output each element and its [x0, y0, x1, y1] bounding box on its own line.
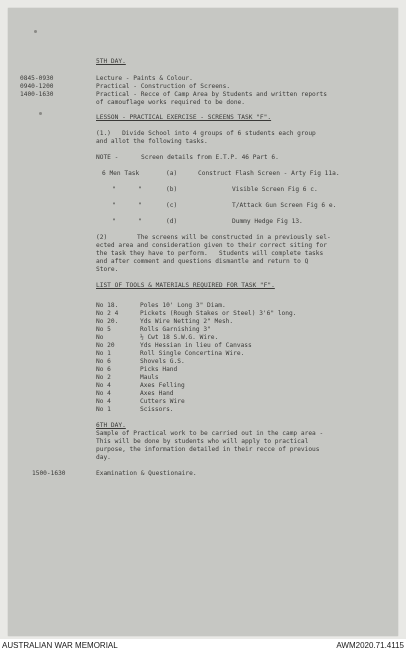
tool-item: Rolls Garnishing 3" [140, 326, 211, 333]
paragraph-line: day. [96, 454, 111, 461]
task-col2: (a) [166, 170, 178, 177]
paragraph-line: (1.) Divide School into 4 groups of 6 students each group [96, 130, 316, 137]
schedule-entry: of camouflage works required to be done. [96, 99, 246, 106]
tool-item: Axes Hand [140, 390, 174, 397]
paragraph-line: (2) The screens will be constructed in a previously sel- [96, 234, 331, 241]
tool-qty: No [96, 334, 104, 341]
tool-qty: No 6 [96, 366, 111, 373]
task-col1: " " [112, 186, 142, 193]
paragraph-line: ected area and consideration given to their correct siting for [96, 242, 327, 249]
pin-hole [34, 30, 37, 33]
task-col3: T/Attack Gun Screen Fig 6 e. [232, 202, 337, 209]
tool-qty: No 1 [96, 350, 111, 357]
day6-heading: 6TH DAY. [96, 422, 126, 429]
paragraph-line: Store. [96, 266, 119, 273]
exam-text: Examination & Questionaire. [96, 470, 197, 477]
task-col1: " " [112, 202, 142, 209]
exam-time: 1500-1630 [32, 470, 66, 477]
task-col3: Visible Screen Fig 6 c. [232, 186, 318, 193]
schedule-entry: Practical - Construction of Screens. [96, 83, 231, 90]
paragraph-line: purpose, the information detailed in their recce of previous [96, 446, 320, 453]
note-text: Screen details from E.T.P. 46 Part 6. [141, 154, 279, 161]
tool-item: Yds Hessian in lieu of Canvass [140, 342, 252, 349]
task-col1: " " [112, 218, 142, 225]
tool-qty: No 20. [96, 318, 119, 325]
tool-qty: No 2 4 [96, 310, 119, 317]
schedule-time: 0940-1200 [20, 83, 54, 90]
paragraph-line: Sample of Practical work to be carried out in the camp area - [96, 430, 324, 437]
task-col2: (c) [166, 202, 178, 209]
note-label: NOTE - [96, 154, 119, 161]
tools-heading: LIST OF TOOLS & MATERIALS REQUIRED FOR TASK "F". [96, 282, 275, 289]
paragraph-line: the task they have to perform. Students will complete tasks [96, 250, 324, 257]
tool-qty: No 4 [96, 390, 111, 397]
paragraph-line: This will be done by students who will apply to practical [96, 438, 309, 445]
tool-item: Scissors. [140, 406, 174, 413]
task-col2: (d) [166, 218, 178, 225]
tool-item: Picks Hand [140, 366, 178, 373]
pin-hole [39, 112, 42, 115]
tool-item: ½ Cwt 18 S.W.G. Wire. [140, 334, 219, 341]
tool-qty: No 4 [96, 398, 111, 405]
tool-qty: No 6 [96, 358, 111, 365]
tool-qty: No 5 [96, 326, 111, 333]
task-col3: Dummy Hedge Fig 13. [232, 218, 303, 225]
tool-qty: No 18. [96, 302, 119, 309]
task-col3: Construct Flash Screen - Arty Fig 11a. [198, 170, 340, 177]
tool-item: Mauls [140, 374, 159, 381]
tool-item: Yds Wire Netting 2" Mesh. [140, 318, 234, 325]
tool-item: Pickets (Rough Stakes or Steel) 3'6" long. [140, 310, 297, 317]
paragraph-line: and allot the following tasks. [96, 138, 208, 145]
day5-heading: 5TH DAY. [96, 58, 126, 65]
footer-source: AUSTRALIAN WAR MEMORIAL [2, 641, 118, 650]
schedule-time: 0845-0930 [20, 75, 54, 82]
tool-item: Axes Felling [140, 382, 185, 389]
tool-qty: No 2 [96, 374, 111, 381]
tool-qty: No 20 [96, 342, 115, 349]
tool-item: Cutters Wire [140, 398, 185, 405]
paragraph-line: and after comment and questions dismantle and return to Q [96, 258, 309, 265]
document-page [8, 8, 398, 636]
footer-accession-number: AWM2020.71.4115 [336, 641, 404, 650]
legend-heading: LESSON - PRACTICAL EXERCISE - SCREENS TASK "F". [96, 114, 272, 121]
task-col1: 6 Men Task [102, 170, 140, 177]
tool-item: Poles 10' Long 3" Diam. [140, 302, 226, 309]
tool-qty: No 4 [96, 382, 111, 389]
task-col2: (b) [166, 186, 178, 193]
footer-bar [0, 639, 406, 653]
tool-item: Roll Single Concertina Wire. [140, 350, 245, 357]
schedule-time: 1400-1630 [20, 91, 54, 98]
tool-qty: No 1 [96, 406, 111, 413]
tool-item: Shovels G.S. [140, 358, 185, 365]
schedule-entry: Practical - Recce of Camp Area by Students and written reports [96, 91, 327, 98]
schedule-entry: Lecture - Paints & Colour. [96, 75, 193, 82]
